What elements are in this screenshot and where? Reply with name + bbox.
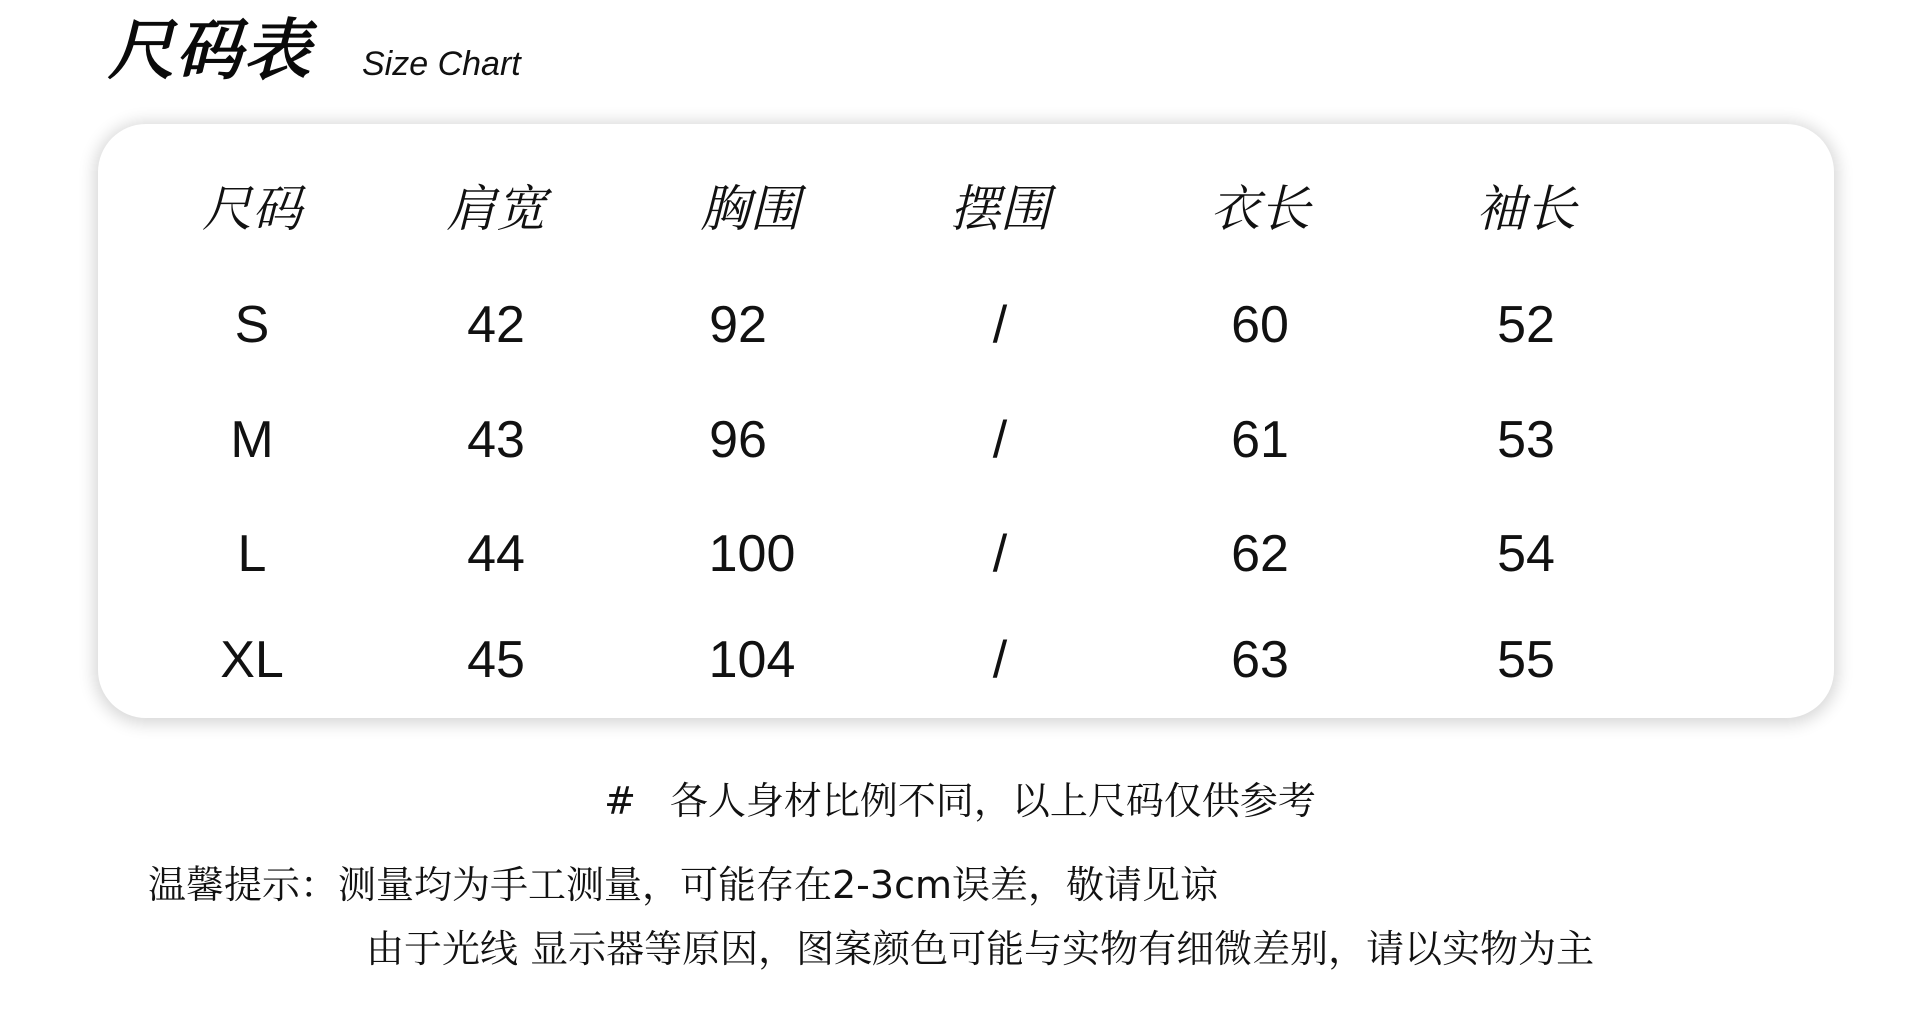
column-header-chest: 胸围 bbox=[700, 180, 800, 238]
cell-size: S bbox=[234, 296, 270, 354]
column-header-length: 衣长 bbox=[1210, 180, 1310, 238]
column-header-sleeve: 袖长 bbox=[1476, 180, 1576, 238]
cell-hem: / bbox=[992, 411, 1008, 469]
cell-sleeve: 52 bbox=[1497, 296, 1555, 354]
cell-size: M bbox=[230, 411, 274, 469]
header bbox=[108, 12, 521, 89]
cell-sleeve: 53 bbox=[1497, 411, 1555, 469]
cell-hem: / bbox=[992, 525, 1008, 583]
column-header-size: 尺码 bbox=[202, 180, 302, 238]
cell-length: 62 bbox=[1231, 525, 1289, 583]
cell-sleeve: 55 bbox=[1497, 631, 1555, 689]
cell-length: 63 bbox=[1231, 631, 1289, 689]
cell-length: 61 bbox=[1231, 411, 1289, 469]
column-header-hem: 摆围 bbox=[950, 180, 1050, 238]
cell-hem: / bbox=[992, 296, 1008, 354]
cell-chest: 104 bbox=[708, 631, 796, 689]
cell-hem: / bbox=[992, 631, 1008, 689]
column-header-shoulder: 肩宽 bbox=[446, 180, 546, 238]
size-table-card bbox=[98, 124, 1834, 718]
tips-line-2: 由于光线 显示器等原因，图案颜色可能与实物有细微差别，请以实物为主 bbox=[366, 927, 1595, 971]
cell-shoulder: 42 bbox=[467, 296, 525, 354]
cell-shoulder: 44 bbox=[467, 525, 525, 583]
size-note bbox=[0, 770, 1920, 825]
cell-size: XL bbox=[220, 631, 284, 689]
cell-chest: 100 bbox=[708, 525, 796, 583]
hash-mark: # bbox=[604, 779, 636, 823]
cell-chest: 96 bbox=[709, 411, 767, 469]
cell-length: 60 bbox=[1231, 296, 1289, 354]
cell-size: L bbox=[237, 525, 267, 583]
cell-chest: 92 bbox=[709, 296, 767, 354]
note-text: 各人身材比例不同，以上尺码仅供参考 bbox=[669, 779, 1316, 823]
cell-shoulder: 45 bbox=[467, 631, 525, 689]
title-chinese: 尺码表 bbox=[108, 12, 312, 89]
title-english: Size Chart bbox=[362, 45, 521, 83]
tips-line-1: 温馨提示：测量均为手工测量，可能存在2-3cm误差，敬请见谅 bbox=[148, 863, 1218, 907]
cell-sleeve: 54 bbox=[1497, 525, 1555, 583]
cell-shoulder: 43 bbox=[467, 411, 525, 469]
